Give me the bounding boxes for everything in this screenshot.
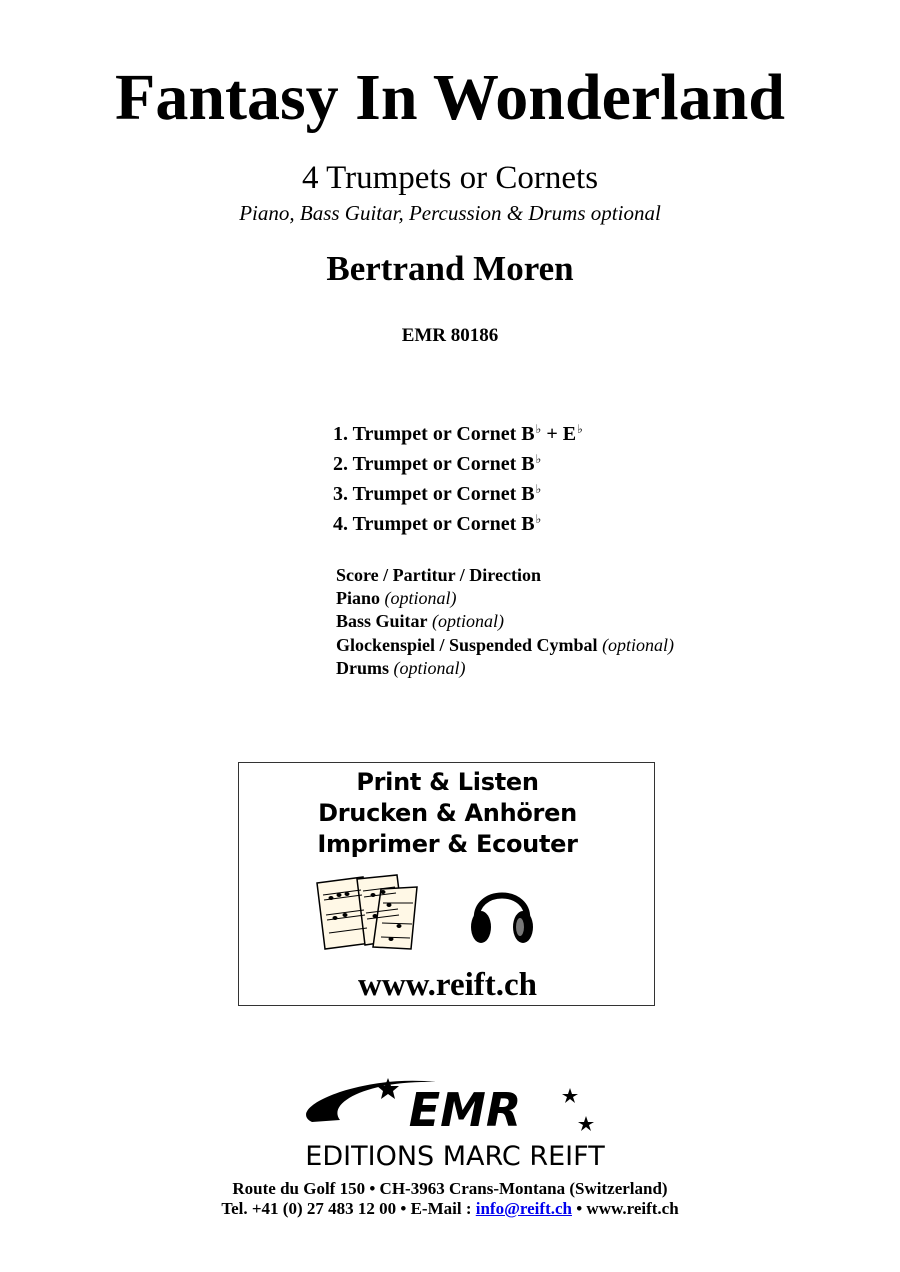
part-list-item: 3. Trumpet or Cornet B♭ [333,482,542,505]
publisher-contact: Tel. +41 (0) 27 483 12 00 • E-Mail : info@reift.ch • www.reift.ch [221,1199,679,1218]
promo-line-english: Print & Listen [356,768,539,796]
promo-line-french: Imprimer & Ecouter [317,830,578,858]
part-list-item: 1. Trumpet or Cornet B♭ + E♭ [333,422,583,445]
promo-line-german: Drucken & Anhören [318,799,577,827]
emr-logo-text: EMR [408,1083,522,1137]
publisher-address: Route du Golf 150 • CH-3963 Crans-Montana (Switzerland) [232,1179,668,1198]
extra-part-piano: Piano (optional) [336,588,457,608]
catalog-number: EMR 80186 [401,325,499,346]
headphones-icon [467,873,537,953]
emr-logo [230,1070,680,1170]
extra-part-score: Score / Partitur / Direction [336,565,541,585]
composer-name: Bertrand Moren [326,249,574,288]
publisher-name: EDITIONS MARC REIFT [305,1141,605,1170]
flat-symbol: ♭ [535,512,542,526]
extra-part-drums: Drums (optional) [336,658,466,678]
instrumentation-subtitle: 4 Trumpets or Cornets [301,160,599,196]
extra-part-bass-guitar: Bass Guitar (optional) [336,611,505,631]
optional-instruments: Piano, Bass Guitar, Percussion & Drums optional [239,201,661,225]
sheet-music-icon [311,873,423,953]
part-list-item: 2. Trumpet or Cornet B♭ [333,452,542,475]
score-title: Fantasy In Wonderland [115,61,785,134]
flat-symbol: ♭ [535,482,542,496]
flat-symbol: ♭ [535,452,542,466]
flat-symbol: ♭ [535,422,542,436]
flat-symbol: ♭ [577,422,583,436]
promo-website: www.reift.ch [357,967,538,1003]
print-listen-promo-box [238,762,655,1006]
part-list-item: 4. Trumpet or Cornet B♭ [333,512,542,535]
email-link[interactable]: info@reift.ch [475,1199,572,1218]
extra-part-glockenspiel: Glockenspiel / Suspended Cymbal (optional) [336,635,675,655]
